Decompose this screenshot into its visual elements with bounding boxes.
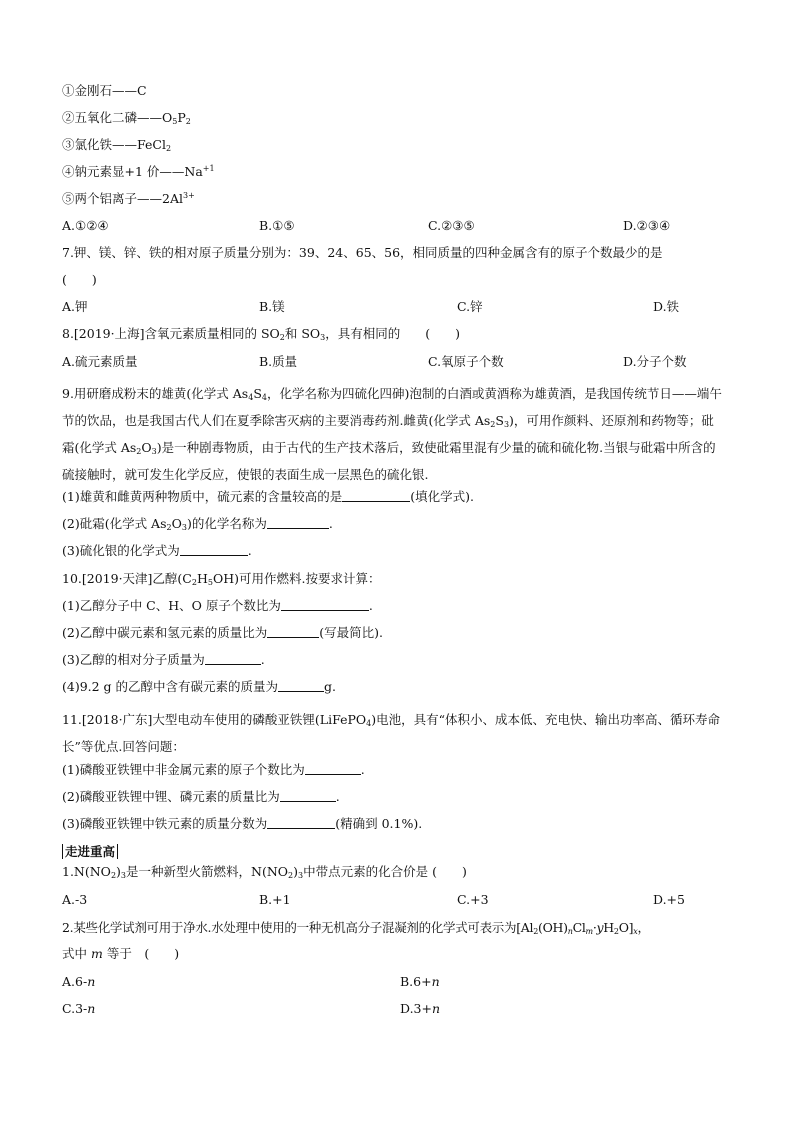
answer-blank[interactable]: [180, 543, 248, 556]
q8-option-b: B.质量: [259, 354, 298, 369]
s2-option-d: D.3+n: [400, 1001, 441, 1016]
s1-option-a: A.-3: [62, 892, 88, 907]
q9-sub-1: (1)雄黄和雌黄两种物质中，硫元素的含量较高的是 (填化学式).: [62, 489, 474, 504]
q8-option-a: A.硫元素质量: [62, 354, 138, 369]
q11-sub-2: (2)磷酸亚铁锂中锂、磷元素的质量比为 .: [62, 789, 340, 804]
formula-item-5: ⑤两个铝离子$——2Al^{3+}$: [62, 191, 195, 206]
s1-option-c: C.+3: [457, 892, 489, 907]
answer-blank[interactable]: [305, 762, 361, 775]
q11-sub-3: (3)磷酸亚铁锂中铁元素的质量分数为 (精确到 0.1%).: [62, 816, 423, 831]
answer-blank[interactable]: [267, 816, 335, 829]
answer-blank[interactable]: [280, 789, 336, 802]
q10-sub-1: (1)乙醇分子中 C、H、O 原子个数比为 .: [62, 598, 373, 613]
q9-sub-2: (2)砒霜(化学式 $As_2O_3$)的化学名称为 .: [62, 516, 333, 532]
answer-blank[interactable]: [342, 489, 410, 502]
s1-text: $1.N(NO_2)_3$是一种新型火箭燃料，$N(NO_2)_3$中带点元素的化合价是 ( ): [62, 864, 467, 880]
q10-sub-4: (4)9.2 g 的乙醇中含有碳元素的质量为 g.: [62, 679, 337, 694]
s2-text-line2: 式中 m 等于 ( ): [62, 946, 180, 961]
section-title: 走进重高: [62, 844, 118, 859]
answer-blank[interactable]: [267, 516, 329, 529]
q9-paragraph: 9.用研磨成粉末的雄黄(化学式 $As_4S_4$，化学名称为四硫化四砷)泡制的白酒或黄酒称为雄黄酒，是我国传统节日——端午节的饮品，也是我国古代人们在夏季除害灭病的主要消毒药剂.雌黄(化学式 $As_2S_3$)，可用作颜料、还原剂和药物等；砒霜(化学式 $As_2O_3$)是一种剧毒物质，由于古代的生产技术落后，致使砒霜里混有少量的硫和硫化物.当银与砒霜中所含的硫接触时，就可发生化学反应，使银的表面生成一层黑色的硫化银.: [62, 386, 722, 482]
answer-blank[interactable]: [278, 679, 324, 692]
answer-blank[interactable]: [281, 598, 369, 611]
s1-option-b: B.+1: [259, 892, 291, 907]
formula-item-4: ④钠元素显+1 价$——Na^{+1}$: [62, 164, 215, 179]
formula-item-1: ①金刚石——C: [62, 83, 147, 98]
q6-option-b: B.①⑤: [259, 218, 295, 233]
q8-option-d: D.分子个数: [623, 354, 687, 369]
s2-option-a: A.6-n: [62, 974, 96, 989]
q11-text: 11.[2018·广东]大型电动车使用的磷酸亚铁锂(LiFePO$_4$)电池，具有“体积小、成本低、充电快、输出功率高、循环寿命长”等优点.回答问题：: [62, 712, 721, 754]
answer-blank[interactable]: [205, 652, 261, 665]
q11-sub-1: (1)磷酸亚铁锂中非金属元素的原子个数比为 .: [62, 762, 365, 777]
s1-option-d: D.+5: [653, 892, 685, 907]
q10-text: 10.[2019·天津]乙醇$(C_2H_5OH)$可用作燃料.按要求计算：: [62, 571, 381, 587]
q6-option-a: A.①②④: [62, 218, 109, 233]
s2-option-b: B.6+n: [400, 974, 440, 989]
q7-option-d: D.铁: [653, 299, 680, 314]
q8-option-c: C.氧原子个数: [428, 354, 504, 369]
q7-text: 7.钾、镁、锌、铁的相对原子质量分别为：39、24、65、56，相同质量的四种金属含有的原子个数最少的是: [62, 245, 663, 260]
q7-option-b: B.镁: [259, 299, 285, 314]
q8-text: 8.[2019·上海]含氧元素质量相同的 $SO_2$和 $SO_3$，具有相同的 ( ): [62, 326, 460, 342]
q6-option-d: D.②③④: [623, 218, 671, 233]
formula-item-3: ③氯化铁——FeCl$_2$: [62, 137, 172, 153]
q9-sub-3: (3)硫化银的化学式为 .: [62, 543, 252, 558]
q10-sub-2: (2)乙醇中碳元素和氢元素的质量比为 (写最简比).: [62, 625, 383, 640]
formula-item-2: ②五氧化二磷$——O_5P_2$: [62, 110, 191, 126]
q7-option-a: A.钾: [62, 299, 88, 314]
q7-paren: ( ): [62, 272, 97, 287]
s2-option-c: C.3-n: [62, 1001, 96, 1016]
q7-option-c: C.锌: [457, 299, 483, 314]
q6-option-c: C.②③⑤: [428, 218, 475, 233]
answer-blank[interactable]: [267, 625, 319, 638]
q10-sub-3: (3)乙醇的相对分子质量为 .: [62, 652, 265, 667]
s2-text: 2.某些化学试剂可用于净水.水处理中使用的一种无机高分子混凝剂的化学式可表示为$[Al_2(OH)_nCl_m\cdot yH_2O]_x$，: [62, 920, 650, 936]
